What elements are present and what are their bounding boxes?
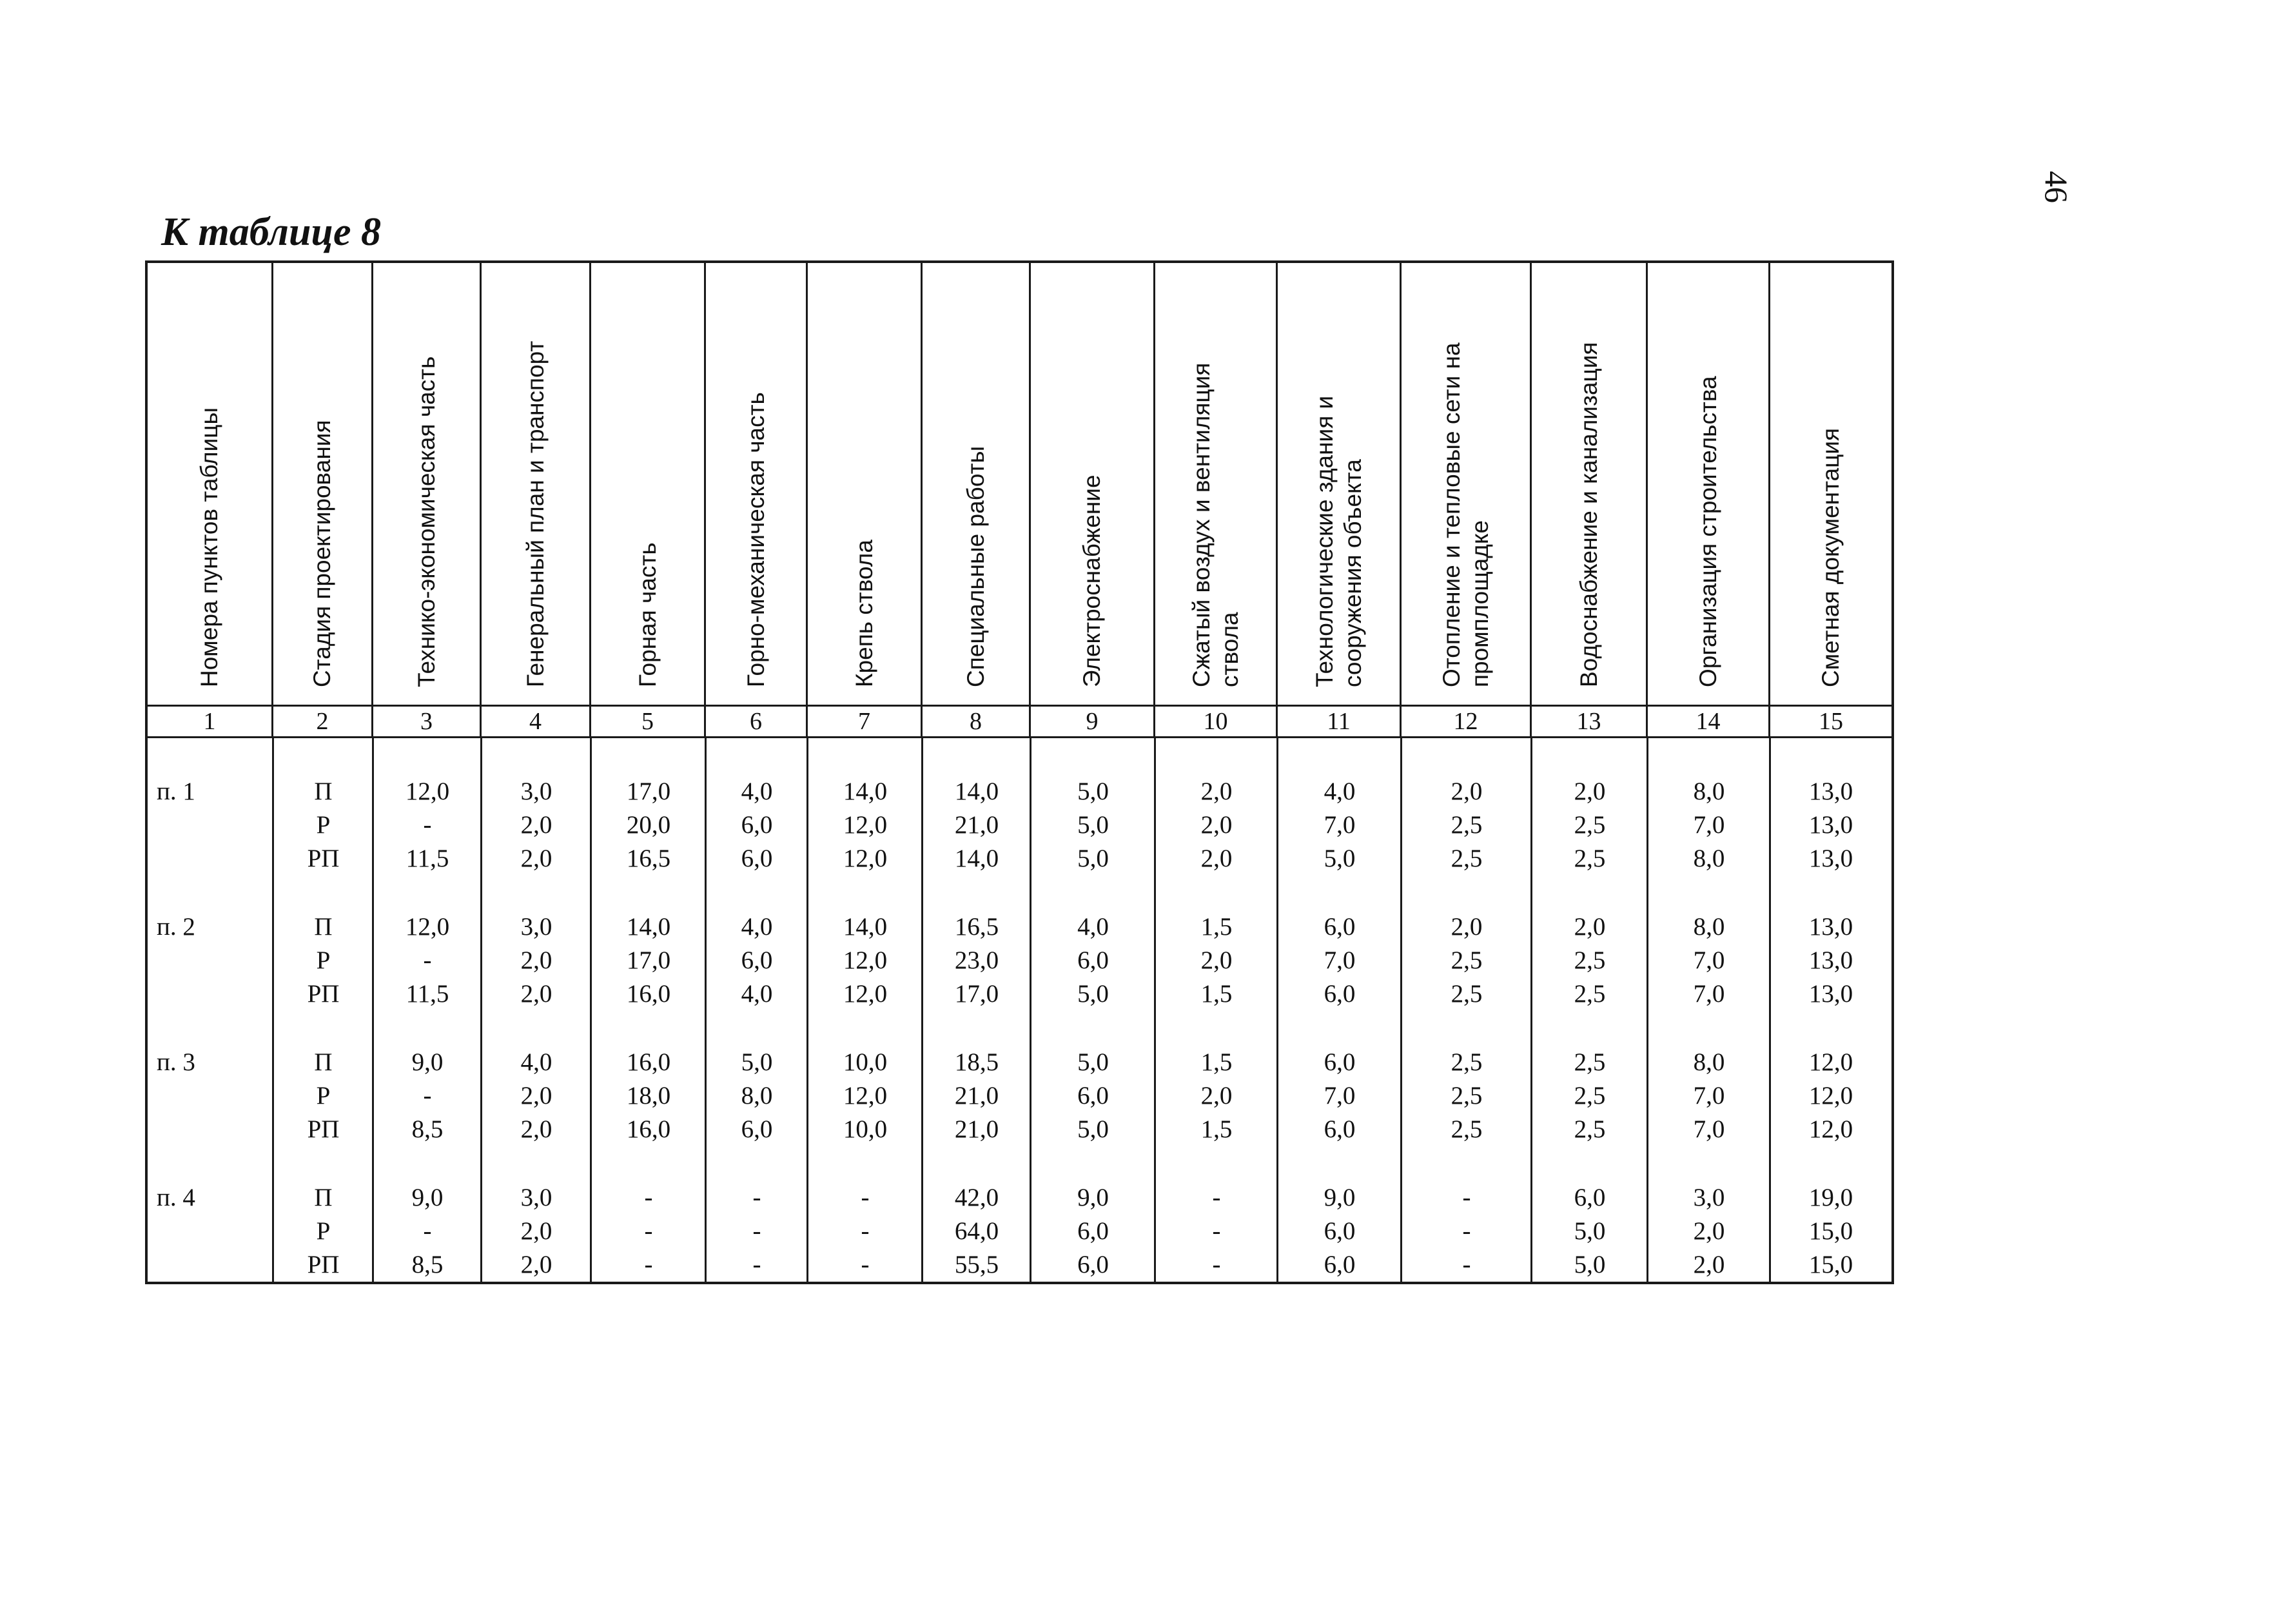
- table-cell: 14,0: [626, 913, 671, 941]
- table-cell: -: [1212, 1184, 1221, 1211]
- table-cell: 7,0: [1324, 946, 1356, 974]
- table-cell: 10,0: [843, 1048, 888, 1076]
- table-cell: 13,0: [1808, 980, 1853, 1008]
- column-header: [273, 263, 373, 705]
- column-number-row: [148, 705, 1891, 738]
- table-cell: 6,0: [1324, 980, 1356, 1008]
- table-cell: 16,0: [626, 1115, 671, 1143]
- column-header: [1278, 263, 1402, 705]
- column-header-label: Сжатый воздух и вентиляция ствола: [1187, 362, 1243, 687]
- table-cell: 2,5: [1451, 1048, 1483, 1076]
- table-cell: 2,0: [1693, 1251, 1725, 1278]
- table-cell: 9,0: [1077, 1184, 1109, 1211]
- table-cell: 6,0: [741, 845, 773, 872]
- table-cell: 2,0: [520, 1115, 552, 1143]
- table-cell: 4,0: [741, 913, 773, 941]
- table-cell: 7,0: [1693, 811, 1725, 839]
- table-cell: 18,5: [954, 1048, 999, 1076]
- column-number: 5: [591, 707, 706, 736]
- table-cell: 17,0: [954, 980, 999, 1008]
- table-cell: -: [861, 1217, 870, 1245]
- table-cell: 6,0: [1077, 1082, 1109, 1110]
- column-header: [1532, 263, 1648, 705]
- table-cell: 16,0: [626, 1048, 671, 1076]
- table-cell: 14,0: [954, 845, 999, 872]
- column-header: [1770, 263, 1891, 705]
- table-cell: 2,5: [1574, 1082, 1606, 1110]
- table-cell: -: [423, 811, 432, 839]
- table-cell: РП: [307, 1115, 340, 1143]
- table-cell: 14,0: [843, 913, 888, 941]
- column-number: 7: [808, 707, 923, 736]
- table-cell: 64,0: [954, 1217, 999, 1245]
- table-cell: 1,5: [1200, 1115, 1233, 1143]
- column-number: 3: [373, 707, 482, 736]
- table-cell: 13,0: [1808, 811, 1853, 839]
- table-cell: -: [1212, 1251, 1221, 1278]
- column-header-label: Технико-экономическая часть: [413, 356, 440, 687]
- table-cell: 1,5: [1200, 913, 1233, 941]
- table-cell: РП: [307, 980, 340, 1008]
- column-header-label: Специальные работы: [962, 445, 989, 687]
- table-cell: 12,0: [843, 811, 888, 839]
- table-cell: 15,0: [1808, 1251, 1853, 1278]
- table-cell: 8,0: [1693, 1048, 1725, 1076]
- table-cell: 2,5: [1451, 980, 1483, 1008]
- table-cell: 17,0: [626, 778, 671, 805]
- table-cell: РП: [307, 845, 340, 872]
- table-cell: -: [644, 1184, 653, 1211]
- table-cell: 5,0: [741, 1048, 773, 1076]
- table-cell: 6,0: [1574, 1184, 1606, 1211]
- table-cell: 5,0: [1077, 845, 1109, 872]
- table-cell: 9,0: [411, 1184, 444, 1211]
- table-cell: -: [1462, 1251, 1471, 1278]
- table-cell: 7,0: [1693, 946, 1725, 974]
- column-number: 14: [1648, 707, 1770, 736]
- table-cell: 12,0: [843, 845, 888, 872]
- column-header-label: Сметная документация: [1817, 427, 1844, 687]
- table-cell: 2,5: [1451, 946, 1483, 974]
- table-cell: 2,0: [520, 845, 552, 872]
- column-header: [373, 263, 482, 705]
- column-number: 11: [1278, 707, 1402, 736]
- table-cell: 8,0: [1693, 845, 1725, 872]
- table-cell: 2,0: [520, 811, 552, 839]
- table-cell: 4,0: [1077, 913, 1109, 941]
- table-cell: 15,0: [1808, 1217, 1853, 1245]
- table-cell: РП: [307, 1251, 340, 1278]
- table-cell: Р: [316, 1082, 331, 1110]
- column-header-label: Горная часть: [634, 542, 661, 687]
- table-cell: -: [861, 1251, 870, 1278]
- table-cell: 2,5: [1574, 946, 1606, 974]
- table-cell: 5,0: [1077, 980, 1109, 1008]
- table-cell: 6,0: [1324, 1217, 1356, 1245]
- column-header-label: Стадия проектирования: [309, 420, 335, 687]
- column-header: [591, 263, 706, 705]
- column-header: [1155, 263, 1278, 705]
- table-cell: 8,0: [1693, 913, 1725, 941]
- table-cell: 12,0: [1808, 1048, 1853, 1076]
- table-cell: П: [314, 778, 333, 805]
- table-cell: 18,0: [626, 1082, 671, 1110]
- table-cell: -: [752, 1251, 761, 1278]
- table-cell: 2,0: [1200, 845, 1233, 872]
- table-cell: 12,0: [405, 913, 450, 941]
- table-cell: 1,5: [1200, 980, 1233, 1008]
- table-cell: 2,5: [1451, 811, 1483, 839]
- table-cell: 8,0: [741, 1082, 773, 1110]
- column-header: [808, 263, 923, 705]
- column-header-label: Крепь ствола: [850, 539, 877, 687]
- table-cell: 8,0: [1693, 778, 1725, 805]
- table-cell: 9,0: [411, 1048, 444, 1076]
- table-cell: 1,5: [1200, 1048, 1233, 1076]
- table-cell: П: [314, 1184, 333, 1211]
- table-cell: 3,0: [520, 913, 552, 941]
- column-number: 8: [923, 707, 1031, 736]
- table-cell: 6,0: [1324, 1048, 1356, 1076]
- table-cell: Р: [316, 1217, 331, 1245]
- table-cell: 6,0: [741, 946, 773, 974]
- table-cell: 8,5: [411, 1115, 444, 1143]
- column-header-label: Отопление и тепловые сети на промплощадке: [1438, 342, 1493, 687]
- column-header: [1402, 263, 1532, 705]
- column-number: 13: [1532, 707, 1648, 736]
- table-cell: 7,0: [1324, 811, 1356, 839]
- table-cell: 14,0: [843, 778, 888, 805]
- table-cell: 5,0: [1077, 1048, 1109, 1076]
- table-cell: 11,5: [406, 845, 449, 872]
- table-cell: 2,0: [520, 1082, 552, 1110]
- column-header: [706, 263, 808, 705]
- column-number: 15: [1819, 708, 1843, 735]
- data-table: [145, 260, 1894, 1284]
- table-cell: 9,0: [1324, 1184, 1356, 1211]
- table-cell: 4,0: [1324, 778, 1356, 805]
- table-cell: 6,0: [741, 811, 773, 839]
- table-cell: 21,0: [954, 1082, 999, 1110]
- group-label: п. 2: [157, 913, 195, 941]
- table-cell: 4,0: [520, 1048, 552, 1076]
- table-cell: 7,0: [1693, 1082, 1725, 1110]
- table-cell: 6,0: [1324, 913, 1356, 941]
- table-cell: 12,0: [1808, 1082, 1853, 1110]
- table-cell: 16,5: [626, 845, 671, 872]
- table-cell: 3,0: [520, 1184, 552, 1211]
- table-cell: 2,0: [1451, 778, 1483, 805]
- table-cell: 55,5: [954, 1251, 999, 1278]
- column-header-label: Номера пунктов таблицы: [196, 407, 222, 687]
- table-cell: 2,0: [1200, 778, 1233, 805]
- column-number: 10: [1155, 707, 1278, 736]
- table-cell: 6,0: [741, 1115, 773, 1143]
- table-cell: 6,0: [1324, 1115, 1356, 1143]
- table-cell: -: [861, 1184, 870, 1211]
- table-cell: 2,5: [1574, 1048, 1606, 1076]
- table-cell: 20,0: [626, 811, 671, 839]
- table-cell: 21,0: [954, 1115, 999, 1143]
- column-number: 6: [706, 707, 808, 736]
- table-cell: 14,0: [954, 778, 999, 805]
- table-cell: -: [752, 1184, 761, 1211]
- table-cell: 4,0: [741, 778, 773, 805]
- table-cell: 2,0: [1200, 811, 1233, 839]
- table-cell: 2,5: [1574, 980, 1606, 1008]
- group-label: п. 3: [157, 1048, 195, 1076]
- table-cell: 6,0: [1077, 946, 1109, 974]
- table-cell: 11,5: [406, 980, 449, 1008]
- table-cell: П: [314, 913, 333, 941]
- table-cell: 6,0: [1077, 1217, 1109, 1245]
- table-cell: П: [314, 1048, 333, 1076]
- column-number: 9: [1031, 707, 1155, 736]
- table-cell: 2,5: [1574, 1115, 1606, 1143]
- table-cell: 3,0: [1693, 1184, 1725, 1211]
- table-cell: 12,0: [843, 946, 888, 974]
- table-cell: -: [423, 946, 432, 974]
- table-cell: 5,0: [1574, 1251, 1606, 1278]
- table-cell: 2,0: [1574, 778, 1606, 805]
- column-header: [482, 263, 591, 705]
- group-label: п. 4: [157, 1184, 195, 1211]
- column-header: [1031, 263, 1155, 705]
- table-cell: 21,0: [954, 811, 999, 839]
- table-cell: 2,0: [520, 1217, 552, 1245]
- table-cell: 2,0: [520, 980, 552, 1008]
- table-cell: 23,0: [954, 946, 999, 974]
- table-cell: 12,0: [1808, 1115, 1853, 1143]
- table-cell: Р: [316, 946, 331, 974]
- table-cell: 12,0: [405, 778, 450, 805]
- table-cell: 2,5: [1451, 1115, 1483, 1143]
- column-header-label: Технологические здания и сооружения объекта: [1311, 395, 1366, 687]
- table-cell: -: [644, 1251, 653, 1278]
- table-cell: -: [1462, 1217, 1471, 1245]
- column-header: [923, 263, 1031, 705]
- table-title: К таблице 8: [161, 210, 381, 254]
- table-cell: 13,0: [1808, 946, 1853, 974]
- column-header: [1648, 263, 1770, 705]
- table-cell: 2,0: [1451, 913, 1483, 941]
- table-cell: 5,0: [1077, 811, 1109, 839]
- table-cell: 42,0: [954, 1184, 999, 1211]
- table-cell: 2,0: [1574, 913, 1606, 941]
- column-header: [148, 263, 273, 705]
- table-cell: 3,0: [520, 778, 552, 805]
- table-cell: -: [1462, 1184, 1471, 1211]
- column-header-label: Электроснабжение: [1079, 474, 1105, 687]
- table-cell: 13,0: [1808, 913, 1853, 941]
- table-cell: -: [423, 1217, 432, 1245]
- table-cell: 12,0: [843, 980, 888, 1008]
- column-header-label: Горно-механическая часть: [742, 391, 769, 687]
- table-cell: 12,0: [843, 1082, 888, 1110]
- column-number: 4: [482, 707, 591, 736]
- table-cell: -: [423, 1082, 432, 1110]
- column-number: 2: [273, 707, 373, 736]
- table-cell: 2,0: [1693, 1217, 1725, 1245]
- table-cell: 13,0: [1808, 845, 1853, 872]
- table-cell: 2,0: [1200, 946, 1233, 974]
- page-number: 46: [2038, 171, 2075, 203]
- table-cell: 7,0: [1324, 1082, 1356, 1110]
- table-cell: 5,0: [1324, 845, 1356, 872]
- table-cell: -: [752, 1217, 761, 1245]
- table-cell: 6,0: [1324, 1251, 1356, 1278]
- column-header-label: Организация строительства: [1694, 375, 1721, 687]
- table-cell: 4,0: [741, 980, 773, 1008]
- table-cell: 2,0: [1200, 1082, 1233, 1110]
- table-cell: 5,0: [1077, 778, 1109, 805]
- table-cell: 16,0: [626, 980, 671, 1008]
- table-cell: 2,5: [1574, 845, 1606, 872]
- column-header-label: Водоснабжение и канализация: [1575, 342, 1602, 687]
- table-cell: 2,0: [520, 946, 552, 974]
- table-cell: 2,5: [1451, 845, 1483, 872]
- table-cell: 13,0: [1808, 778, 1853, 805]
- table-cell: 10,0: [843, 1115, 888, 1143]
- column-header-label: Генеральный план и транспорт: [522, 340, 549, 687]
- table-cell: Р: [316, 811, 331, 839]
- column-number: 1: [148, 707, 273, 736]
- table-cell: 16,5: [954, 913, 999, 941]
- table-cell: 17,0: [626, 946, 671, 974]
- table-cell: 7,0: [1693, 1115, 1725, 1143]
- group-label: п. 1: [157, 778, 195, 805]
- table-cell: 6,0: [1077, 1251, 1109, 1278]
- table-cell: 7,0: [1693, 980, 1725, 1008]
- table-cell: -: [1212, 1217, 1221, 1245]
- table-cell: 2,5: [1451, 1082, 1483, 1110]
- table-cell: 2,0: [520, 1251, 552, 1278]
- table-cell: 2,5: [1574, 811, 1606, 839]
- table-cell: 19,0: [1808, 1184, 1853, 1211]
- table-cell: 5,0: [1077, 1115, 1109, 1143]
- table-cell: 8,5: [411, 1251, 444, 1278]
- table-cell: -: [644, 1217, 653, 1245]
- column-number: 12: [1402, 707, 1532, 736]
- table-cell: 5,0: [1574, 1217, 1606, 1245]
